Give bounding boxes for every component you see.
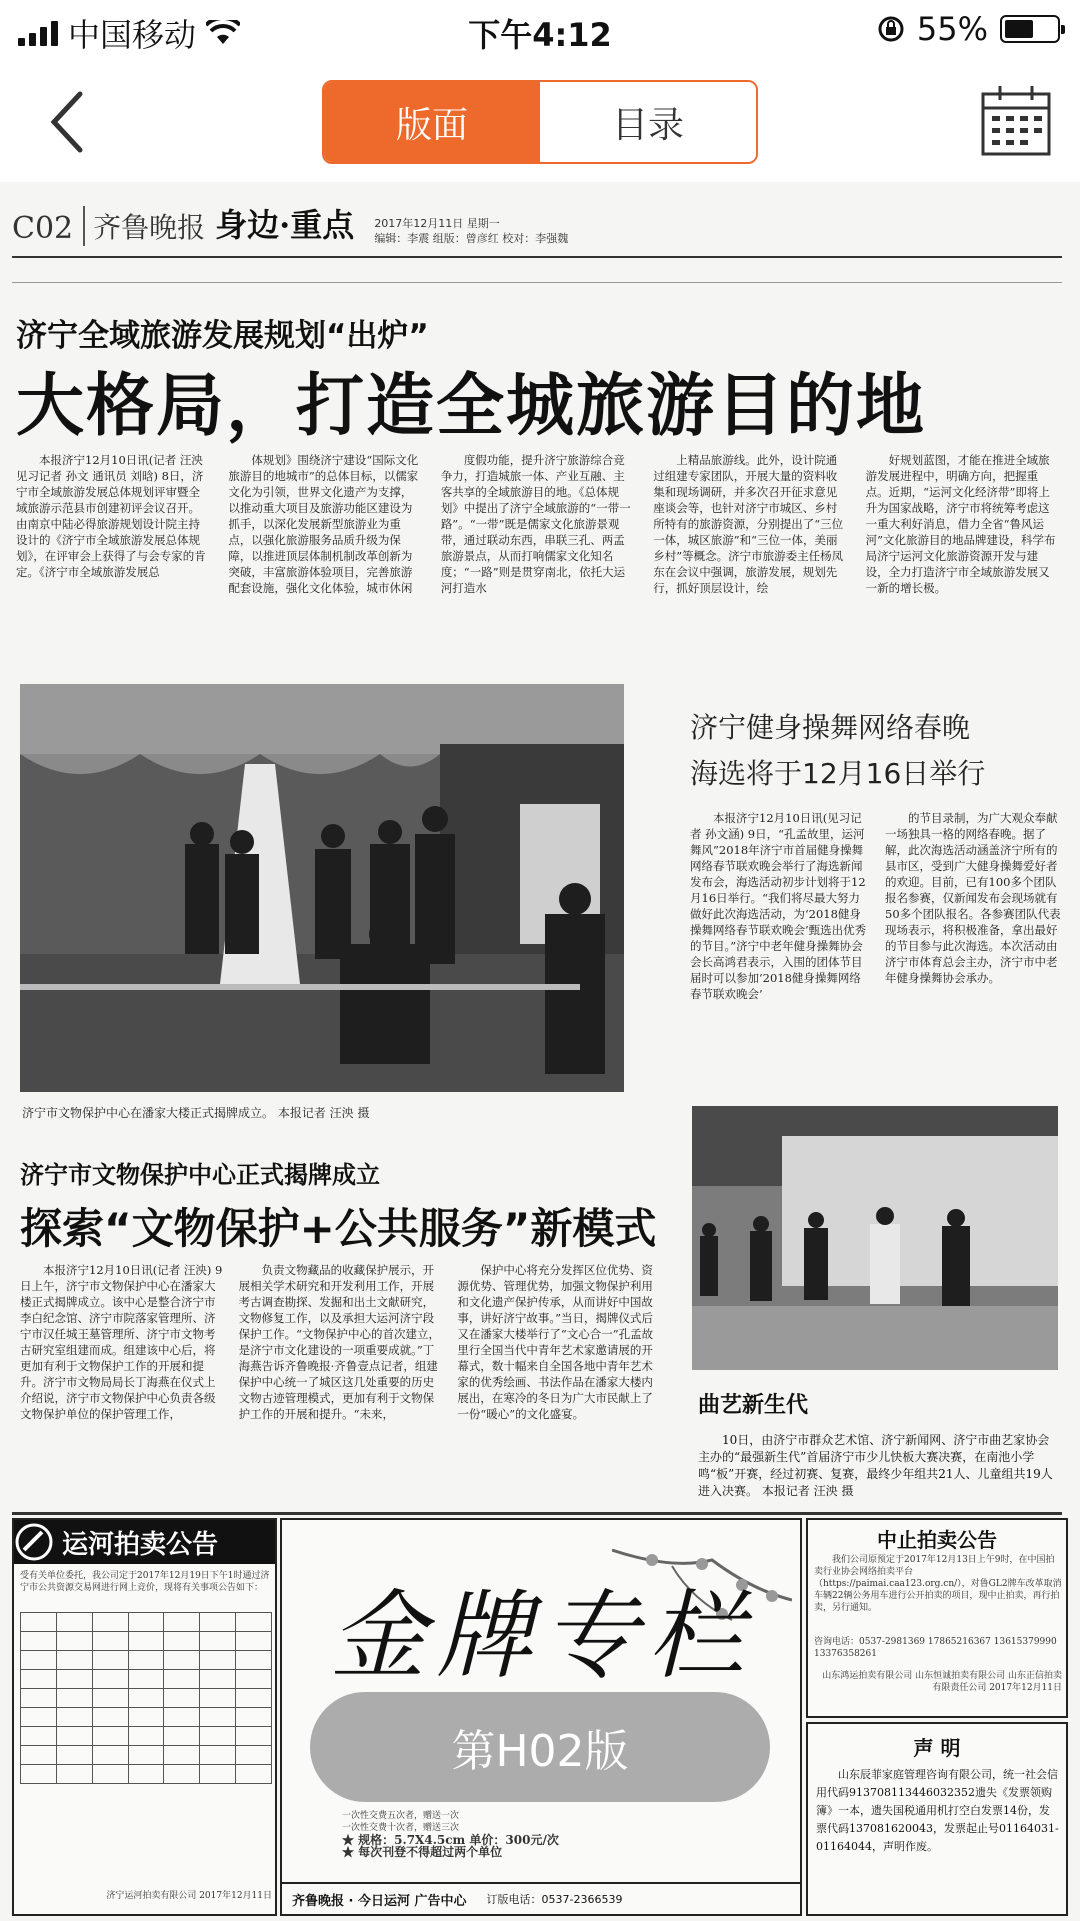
article3-col: 负责文物藏品的收藏保护展示，开展相关学术研究和开发利用工作，开展考古调查勘探、发掘和出土文献研究，文物修复工作，以及承担大运河济宁段保护工作。“文物保护中心的首次建立，是济宁市文化建设的一项重要成就。”丁海燕告诉齐鲁晚报·齐鲁壹点记者，组建保护中心统一了城区这几处重要的历史文物古迹管理模式，更加有利于文物保护工作的开展和提升。“未来， <box>238 1263 441 1421</box>
yunhe-ad-table <box>20 1612 272 1784</box>
carrier-label: 中国移动 <box>68 16 197 54</box>
rotation-lock-icon <box>877 15 905 43</box>
battery-fill <box>1005 20 1033 38</box>
article1-col: 上精品旅游线。此外，设计院通过组建专家团队，开展大量的资料收集和现场调研，并多次召开征求意见座谈会等，也针对济宁市城区、乡村所特有的旅游资源，分别提出了“三位一体，城区旅游”和“三位一体，美丽乡村”等概念。济宁市旅游委主任杨凤东在会议中强调，旅游发展，规划先行，抓好顶层设计，绘 <box>653 453 844 595</box>
suspension-auction-ad <box>806 1518 1068 1718</box>
status-time: 下午4:12 <box>468 16 612 54</box>
masthead-rule-thin <box>12 282 1062 283</box>
article3-kicker: 济宁市文物保护中心正式揭牌成立 <box>20 1161 380 1189</box>
jinpai-ad-phone: 订版电话：0537-2366539 <box>486 1893 623 1906</box>
article1-body <box>16 452 1056 650</box>
yunhe-ad-footer: 济宁运河拍卖有限公司 2017年12月11日 <box>106 1891 272 1901</box>
jinpai-line: 一次性交费十次者，赠送三次 <box>342 1823 460 1833</box>
jinpai-line: 一次性交费五次者，赠送一次 <box>342 1811 460 1821</box>
masthead <box>12 196 1062 246</box>
article2-col: 本报济宁12月10日讯(见习记者 孙文涵) 9日，“孔孟故里，运河舞风”2018年济宁市首届健身操舞网络春节联欢晚会举行了海选新闻发布会，海选活动初步计划将于12月16日举行。“我们将尽最大努力做好此次海选活动，为‘2018健身操舞网络春节联欢晚会’甄选出优秀的节目。”济宁中老年健身操舞协会会长高鸿君表示，入围的团体节目届时可以参加‘2018健身操舞网络春节联欢晚会’ <box>690 811 867 1001</box>
article2-col: 的节目录制，为广大观众奉献一场独具一格的网络春晚。据了解，此次海选活动涵盖济宁所有的县市区，受到广大健身操舞爱好者的欢迎。目前，已有100多个团队报名参赛，仅新闻发布会现场就有50多个团队报名。各参赛团队代表现场表示，将积极准备，拿出最好的节目参与此次海选。本次活动由济宁市体育总会主办，济宁市中老年健身操舞协会承办。 <box>885 811 1061 985</box>
suspension-ad-title: 中止拍卖公告 <box>877 1528 997 1552</box>
article2-headline-line1: 济宁健身操舞网络春晚 <box>690 711 971 744</box>
masthead-editors: 编辑：李震 组版：曾彦红 校对：李强魏 <box>374 232 569 245</box>
declaration-ad-text: 山东辰菲家庭管理咨询有限公司，统一社会信用代码913708113446032352遗失《发票领购簿》一本，遗失国税通用机打空白发票14份，发票代码137081620043，发票起止号01164031-01164044，声明作废。 <box>816 1768 1059 1853</box>
battery-percent: 55% <box>916 10 988 48</box>
declaration-ad-title: 声 明 <box>913 1736 961 1760</box>
performance-photo-caption: 10日，由济宁市群众艺术馆、济宁新闻网、济宁市曲艺家协会主办的“最强新生代”首届济宁市少儿快板大赛决赛，在南池小学鸣“板”开赛，经过初赛、复赛，最终少年组共21人、儿童组共19人进入决赛。 本报记者 汪泱 摄 <box>698 1433 1053 1498</box>
jinpai-ad-lines <box>342 1810 762 1858</box>
article3-col: 本报济宁12月10日讯(记者 汪泱) 9日上午，济宁市文物保护中心在潘家大楼正式揭牌成立。该中心是整合济宁市李白纪念馆、济宁市院落家管理所、济宁市汉任城王墓管理所、济宁市文物考古研究室组建而成。组建该中心后，将更加有利于文物保护工作的开展和提升。济宁市文物局局长丁海燕在仪式上介绍说，济宁市文物保护中心负责各级文物保护单位的保护管理工作， <box>20 1263 223 1421</box>
jinpai-line: ★ 规格：5.7X4.5cm 单价：300元/次 <box>342 1833 559 1847</box>
suspension-ad-contact: 咨询电话：0537-2981369 17865216367 13615379990 13376358261 <box>814 1637 1057 1659</box>
yunhe-auction-ad <box>12 1518 277 1916</box>
yunhe-ad-header <box>14 1520 277 1564</box>
auction-logo-icon <box>14 1522 54 1562</box>
article1-kicker: 济宁全域旅游发展规划“出炉” <box>16 318 429 354</box>
view-segmented-control <box>322 80 758 164</box>
ceremony-photo-caption: 济宁市文物保护中心在潘家大楼正式揭牌成立。 本报记者 汪泱 摄 <box>22 1106 370 1120</box>
article1-col: 体规划》围绕济宁建设“国际文化旅游目的地城市”的总体目标，以儒家文化为引领，世界文化遗产为支撑，以推动重大项目及旅游功能区建设为抓手，以深化发展新型旅游业为重点，以强化旅游服务品质升级为保障，以推进顶层体制机制改革创新为突破，丰富旅游体验项目，完善旅游配套设施，强化文化体验，城市休闲 <box>228 453 419 595</box>
battery-icon <box>1000 15 1060 43</box>
performance-photo <box>692 1106 1058 1370</box>
article3-col: 保护中心将充分发挥区位优势、资源优势、管理优势，加强文物保护利用和文化遗产保护传承，从而讲好中国故事，讲好济宁故事。”当日，揭牌仪式后又在潘家大楼举行了“文心合一”孔孟故里行全国当代中青年艺术家邀请展的开幕式，数十幅来自全国各地中青年艺术家的优秀绘画、书法作品在潘家大楼内展出，在寒冷的冬日为广大市民献上了一份“暖心”的文化盛宴。 <box>457 1263 654 1421</box>
yunhe-ad-title: 运河拍卖公告 <box>62 1529 219 1560</box>
masthead-meta <box>374 216 568 246</box>
status-right <box>877 10 1060 48</box>
tab-layout[interactable]: 版面 <box>324 82 540 162</box>
article2-headline-line2: 海选将于12月16日举行 <box>690 757 986 790</box>
performance-photo-title: 曲艺新生代 <box>698 1393 809 1418</box>
article3-body <box>20 1262 660 1507</box>
calendar-icon[interactable] <box>980 84 1052 158</box>
yunhe-ad-text: 受有关单位委托，我公司定于2017年12月19日下午1时通过济宁市公共资源交易网进行网上竞价，现将有关事项公告如下： <box>20 1571 270 1593</box>
masthead-rule <box>12 256 1062 258</box>
nav-bar <box>0 62 1080 182</box>
jinpai-line: ★ 每次刊登不得超过两个单位 <box>342 1845 503 1859</box>
article1-col: 度假功能，提升济宁旅游综合竞争力，打造城旅一体、产业互融、主客共享的全域旅游目的地。《总体规划》中提出了济宁全域旅游的“一带一路”。“一带”既是儒家文化旅游景观带，通过联动东西，串联三孔、两孟旅游景点，从而打响儒家文化知名度；“一路”则是贯穿南北，依托大运河打造水 <box>440 453 631 595</box>
article1-col: 本报济宁12月10日讯(记者 汪泱 见习记者 孙文 通讯员 刘晗) 8日，济宁市全域旅游发展总体规划评审暨全域旅游示范县市创建初评会议召开。由南京中陆必得旅游规划设计院主持设计的《济宁市全域旅游发展总体规划》，在评审会上获得了与会专家的肯定。《济宁市全域旅游发展总 <box>16 453 206 579</box>
ads-rule <box>12 1512 1062 1515</box>
article3-headline: 探索“文物保护+公共服务”新模式 <box>20 1204 657 1253</box>
section-name: 身边·重点 <box>215 206 355 244</box>
page-code: C02 <box>12 211 74 246</box>
jinpai-ad-footer <box>282 1882 800 1914</box>
ceremony-photo <box>20 684 624 1092</box>
back-chevron-icon[interactable] <box>40 82 100 162</box>
status-bar <box>0 0 1080 60</box>
declaration-ad <box>806 1722 1068 1916</box>
page-number-badge: 第H02版 <box>310 1692 770 1802</box>
tab-contents[interactable]: 目录 <box>540 82 756 162</box>
article1-headline: 大格局，打造全城旅游目的地 <box>16 367 927 446</box>
jinpai-ad-org: 齐鲁晚报 · 今日运河 广告中心 <box>292 1893 467 1909</box>
jinpai-ad-title: 金牌专栏 <box>330 1580 754 1692</box>
suspension-ad-signature: 山东鸿运拍卖有限公司 山东恒诚拍卖有限公司 山东正信拍卖有限责任公司 2017年12月11日 <box>822 1671 1062 1693</box>
paper-logo: 齐鲁晚报 <box>83 206 205 246</box>
suspension-ad-text: 我们公司原预定于2017年12月13日上午9时，在中国拍卖行业协会网络拍卖平台（https://paimai.caa123.org.cn/），对鲁GL2牌车改革取消车辆22辆公务用车进行公开拍卖的项目，现中止拍卖，再行拍卖，另行通知。 <box>814 1555 1062 1613</box>
article1-col: 好规划蓝图，才能在推进全域旅游发展进程中，明确方向，把握重点。近期，“运河文化经济带”即将上升为国家战略，济宁市将统筹考虑这一重大利好消息，借力全省“鲁风运河”文化旅游目的地品牌建设，科学布局济宁运河文化旅游资源开发与建设，全力打造济宁市全域旅游发展又一新的增长极。 <box>865 453 1056 595</box>
article2-body <box>690 810 1062 1080</box>
masthead-date: 2017年12月11日 星期一 <box>374 217 500 230</box>
